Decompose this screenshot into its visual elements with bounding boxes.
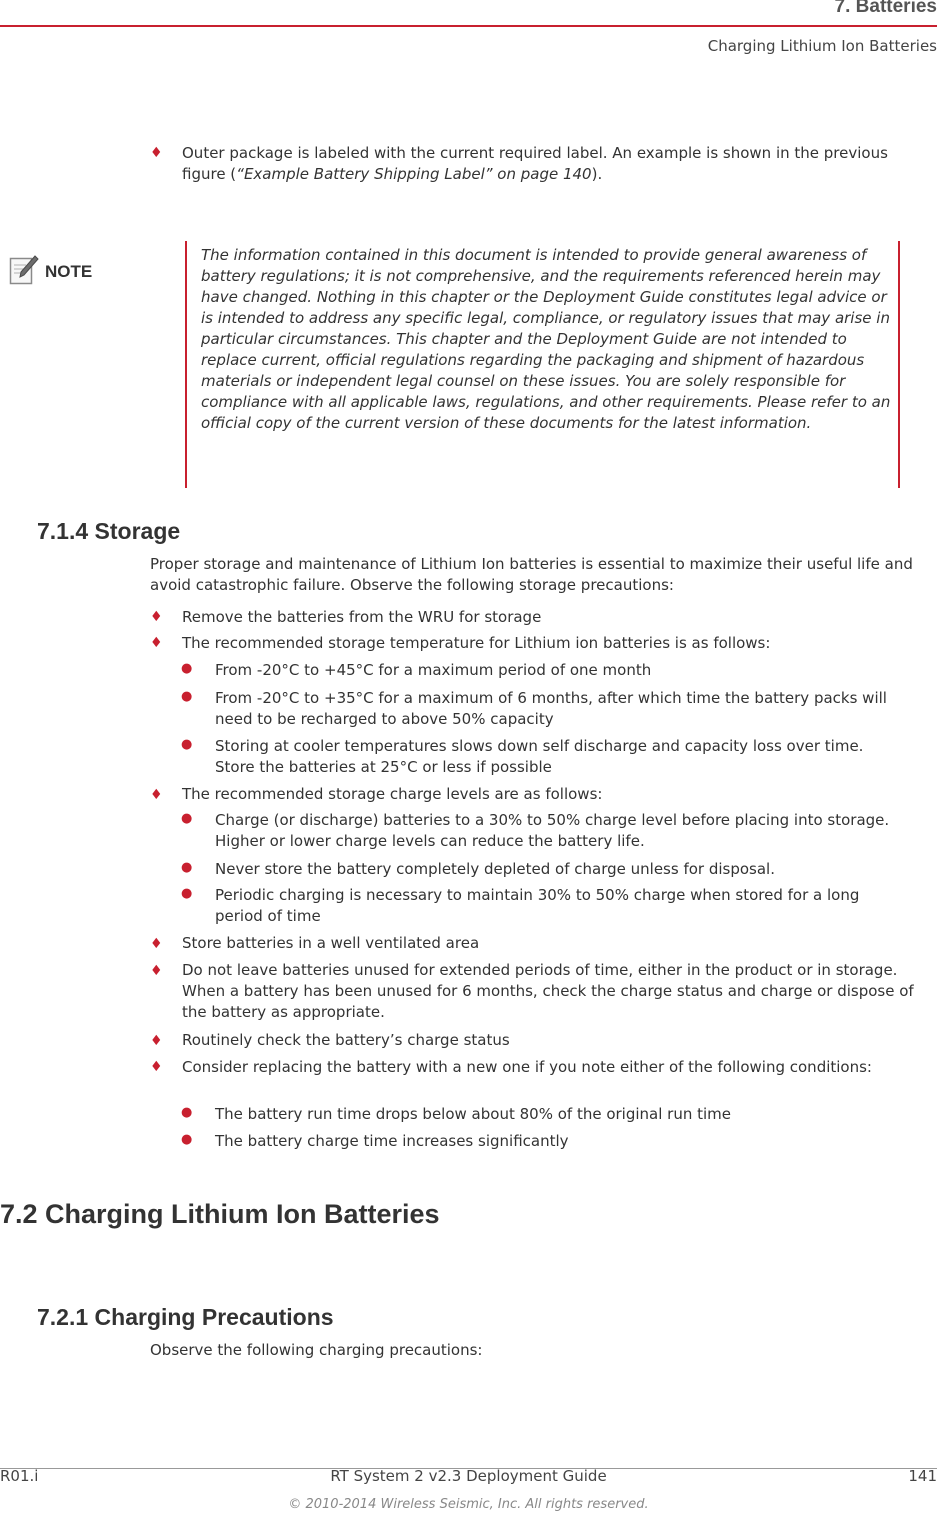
note-left-border — [185, 241, 187, 488]
note-label: NOTE — [45, 262, 93, 281]
diamond-bullet-icon: ♦ — [150, 635, 163, 651]
note-text: The information contained in this document is intended to provide general awareness of battery regulations; it is not comprehensive, and the requirements referenced herein may have changed. Nothing in this chapter or the Deployment Guide constitutes legal advice or is intended to address any specific legal, compliance, or regulatory issues that may arise in particular circumstances. This chapter and the Deployment Guide are not intended to replace current, official regulations regarding the packaging and shipment of hazardous materials or independent legal counsel on these issues. You are solely responsible for compliance with all applicable laws, regulations, and other requirements. Please refer to an official copy of the current version of these documents for the latest information. — [201, 246, 891, 432]
footer-page-number: 141 — [908, 1467, 937, 1485]
footer-revision: R01.i — [0, 1467, 39, 1485]
diamond-bullet-icon: ♦ — [150, 1033, 163, 1049]
dot-bullet-icon: ● — [181, 860, 193, 875]
list-item: Remove the batteries from the WRU for storage — [182, 608, 542, 626]
dot-bullet-icon: ● — [181, 811, 193, 826]
diamond-bullet-icon: ♦ — [150, 609, 163, 625]
charging-precautions-heading: 7.2.1 Charging Precautions — [37, 1304, 334, 1330]
sub-list-item: Periodic charging is necessary to maintain 30% to 50% charge when stored for a long period of time — [215, 886, 860, 925]
diamond-bullet-icon: ♦ — [150, 963, 163, 979]
diamond-bullet-icon: ♦ — [150, 936, 163, 952]
section-title: Charging Lithium Ion Batteries — [707, 37, 937, 55]
dot-bullet-icon: ● — [181, 886, 193, 901]
dot-bullet-icon: ● — [181, 1105, 193, 1120]
dot-bullet-icon: ● — [181, 1132, 193, 1147]
footer-document-title: RT System 2 v2.3 Deployment Guide — [330, 1467, 607, 1485]
charging-heading: 7.2 Charging Lithium Ion Batteries — [0, 1199, 440, 1229]
sub-list-item: From -20°C to +35°C for a maximum of 6 months, after which time the battery packs will need to be recharged to above 50% capacity — [215, 689, 887, 728]
sub-list-item: Charge (or discharge) batteries to a 30% to 50% charge level before placing into storage. Higher or lower charge levels can reduce the battery life. — [215, 811, 890, 850]
sub-list-item: Storing at cooler temperatures slows down self discharge and capacity loss over time. Store the batteries at 25°C or less if possible — [215, 737, 864, 776]
list-item: Store batteries in a well ventilated area — [182, 934, 480, 952]
chapter-title: 7. Batteries — [834, 0, 937, 17]
diamond-bullet-icon: ♦ — [150, 787, 163, 803]
sub-list-item: The battery run time drops below about 80% of the original run time — [215, 1105, 731, 1123]
list-item: Outer package is labeled with the current required label. An example is shown in the previous figure (“Example Battery Shipping Label” on page 140). — [182, 144, 888, 183]
diamond-bullet-icon: ♦ — [150, 145, 163, 161]
note-right-border — [898, 241, 900, 488]
list-item: Routinely check the battery’s charge status — [182, 1031, 510, 1049]
dot-bullet-icon: ● — [181, 661, 193, 676]
sub-list-item: The battery charge time increases significantly — [215, 1132, 569, 1150]
sub-list-item: Never store the battery completely depleted of charge unless for disposal. — [215, 860, 775, 878]
dot-bullet-icon: ● — [181, 737, 193, 752]
footer-copyright: © 2010-2014 Wireless Seismic, Inc. All rights reserved. — [288, 1497, 649, 1512]
cross-reference-link[interactable]: “Example Battery Shipping Label” on page 140 — [236, 165, 592, 183]
charging-intro: Observe the following charging precautions: — [150, 1341, 483, 1359]
list-item: Consider replacing the battery with a new one if you note either of the following conditions: — [182, 1058, 872, 1076]
list-item: The recommended storage charge levels are as follows: — [182, 785, 603, 803]
storage-heading: 7.1.4 Storage — [37, 518, 181, 544]
diamond-bullet-icon: ♦ — [150, 1059, 163, 1075]
storage-intro: Proper storage and maintenance of Lithium Ion batteries is essential to maximize their useful life and avoid catastrophic failure. Observe the following storage precautions: — [150, 555, 913, 594]
list-item: Do not leave batteries unused for extended periods of time, either in the product or in storage. When a battery has been unused for 6 months, check the charge status and charge or dispose of the battery as appropriate. — [182, 961, 914, 1021]
pencil-note-icon — [9, 254, 39, 286]
list-item: The recommended storage temperature for Lithium ion batteries is as follows: — [182, 634, 771, 652]
header-rule — [0, 25, 937, 27]
sub-list-item: From -20°C to +45°C for a maximum period of one month — [215, 661, 652, 679]
dot-bullet-icon: ● — [181, 689, 193, 704]
